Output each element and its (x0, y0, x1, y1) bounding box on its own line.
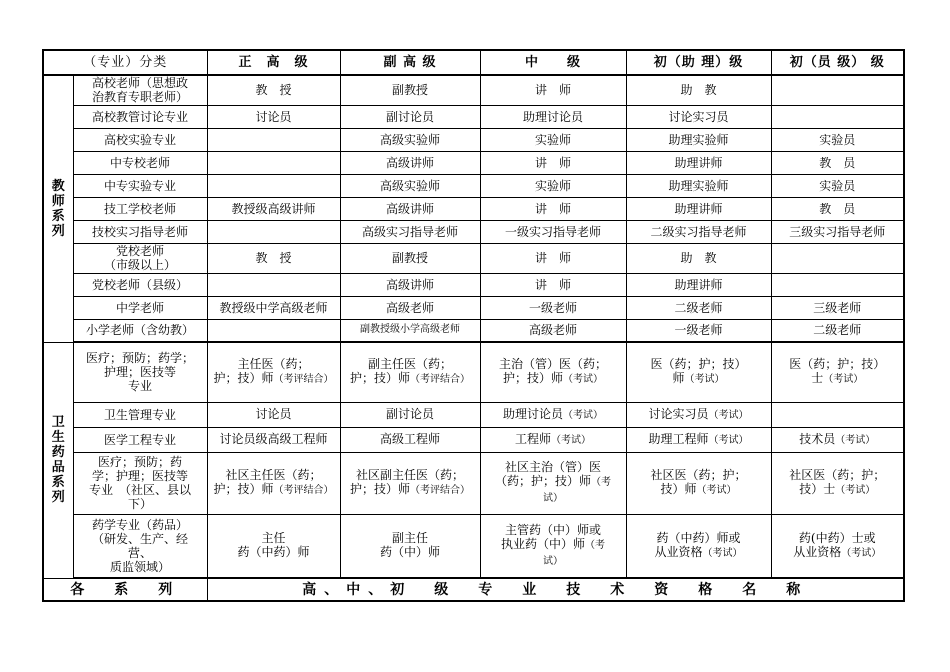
title-cell: 教授级中学高级老师 (207, 296, 340, 319)
title-cell (340, 514, 480, 578)
title-cell (340, 402, 480, 427)
title-cell: 助理实验师 (626, 174, 771, 197)
title-cell: 助理讲师 (626, 151, 771, 174)
header-level-junior-staff: 初（员 级） 级 (771, 50, 904, 75)
qualification-table (42, 49, 905, 602)
header-category: （专业）分类 (43, 50, 207, 75)
title-cell (480, 514, 626, 578)
category-name: 技工学校老师 (73, 197, 207, 220)
title-cell (771, 273, 904, 296)
title-text: 医（药；护；技） 士 (789, 357, 886, 386)
exam-note: （考试） (841, 547, 882, 559)
title-text: 医（药；护；技） 师 (650, 357, 747, 386)
title-cell (340, 342, 480, 402)
title-cell: 实验员 (771, 128, 904, 151)
category-name: 医疗；预防；药 学；护理；医技等 专业 （社区、县以 下） (73, 452, 207, 514)
title-cell: 高级讲师 (340, 273, 480, 296)
title-text: 社区主任医（药； 护；技）师 (213, 468, 322, 496)
title-text: 药（中药）师或 从业资格 (654, 530, 741, 559)
exam-note: （考试） (708, 409, 749, 421)
title-cell: 一级老师 (626, 319, 771, 342)
title-cell (207, 151, 340, 174)
title-text: 主任医（药； 护；技）师 (213, 357, 310, 386)
title-cell: 教 授 (207, 243, 340, 273)
title-text: 副讨论员 (386, 406, 435, 421)
exam-note: （考试） (702, 547, 743, 559)
title-text: 讨论员 (255, 406, 292, 421)
title-cell: 二级老师 (626, 296, 771, 319)
title-cell: 讲 师 (480, 151, 626, 174)
table-row (43, 243, 904, 273)
header-row (43, 50, 904, 75)
title-text: 社区副主任医（药； 护；技）师 (350, 468, 465, 496)
title-cell: 助理实验师 (626, 128, 771, 151)
series-label-health: 卫 生 药 品 系 列 (43, 342, 73, 578)
title-cell: 高级实验师 (340, 128, 480, 151)
title-text: 社区医（药；护； 技）师 (650, 468, 747, 496)
title-cell (771, 402, 904, 427)
exam-note: （考评结合） (273, 485, 334, 496)
title-text: 社区医（药；护； 技）士 (789, 468, 886, 496)
title-cell: 实验师 (480, 174, 626, 197)
exam-note: （考试） (708, 434, 749, 446)
exam-note: （考评结合） (410, 485, 471, 496)
title-cell (771, 427, 904, 452)
table-row (43, 402, 904, 427)
title-text: 讨论员级高级工程师 (219, 431, 328, 446)
title-text: 药(中药）士或 从业资格 (793, 530, 876, 559)
exam-note: （考试） (551, 434, 592, 446)
title-text: 技术员 (799, 431, 836, 446)
title-cell (207, 319, 340, 342)
title-text: 助理工程师 (648, 431, 709, 446)
title-cell (626, 402, 771, 427)
table-row (43, 427, 904, 452)
title-cell (771, 75, 904, 105)
table-row (43, 128, 904, 151)
title-cell: 三级老师 (771, 296, 904, 319)
title-cell (340, 452, 480, 514)
title-cell (626, 452, 771, 514)
category-name: 医学工程专业 (73, 427, 207, 452)
category-name: 药学专业（药品） （研发、生产、经 营、 质监领域） (73, 514, 207, 578)
title-cell (480, 342, 626, 402)
category-name: 中专实验专业 (73, 174, 207, 197)
qualification-document (42, 49, 905, 602)
title-cell (340, 427, 480, 452)
title-cell (480, 452, 626, 514)
title-cell (626, 342, 771, 402)
table-row (43, 197, 904, 220)
exam-note: （考试） (563, 409, 604, 421)
table-row (43, 296, 904, 319)
table-row (43, 151, 904, 174)
title-cell: 讲 师 (480, 273, 626, 296)
header-level-senior: 正 高 级 (207, 50, 340, 75)
title-cell: 二级老师 (771, 319, 904, 342)
title-cell: 助理讲师 (626, 273, 771, 296)
table-row (43, 514, 904, 578)
category-name: 中学老师 (73, 296, 207, 319)
title-text: 工程师 (515, 431, 552, 446)
title-cell: 副教授 (340, 75, 480, 105)
title-cell: 讲 师 (480, 75, 626, 105)
title-cell: 高级老师 (340, 296, 480, 319)
title-cell: 教授级高级讲师 (207, 197, 340, 220)
exam-note: （考试） (563, 374, 604, 386)
exam-note: （考试） (823, 374, 864, 386)
title-text: 高级工程师 (380, 431, 441, 446)
exam-note: （考评结合） (273, 374, 334, 386)
title-text: 助理讨论员 (503, 406, 564, 421)
title-cell (207, 128, 340, 151)
title-cell (480, 402, 626, 427)
title-text: 主任 药（中药）师 (237, 530, 310, 559)
title-cell: 高级讲师 (340, 151, 480, 174)
title-cell: 高级讲师 (340, 197, 480, 220)
title-cell (771, 452, 904, 514)
header-level-junior-assistant: 初（助 理）级 (626, 50, 771, 75)
table-row (43, 319, 904, 342)
title-cell: 助 教 (626, 243, 771, 273)
header-level-vice-senior: 副 高 级 (340, 50, 480, 75)
title-cell (207, 402, 340, 427)
title-text: 副主任 药（中）师 (380, 530, 441, 559)
series-label-teacher: 教 师 系 列 (43, 75, 73, 342)
title-cell: 一级实习指导老师 (480, 220, 626, 243)
title-cell: 实验师 (480, 128, 626, 151)
title-cell (626, 514, 771, 578)
title-text: 副主任医（药； 护；技）师 (350, 357, 453, 386)
title-cell (771, 514, 904, 578)
title-cell (771, 105, 904, 128)
title-cell (207, 273, 340, 296)
category-name: 党校老师（县级） (73, 273, 207, 296)
category-name: 高校实验专业 (73, 128, 207, 151)
title-cell (207, 514, 340, 578)
exam-note: （考评结合） (410, 374, 471, 386)
table-row (43, 174, 904, 197)
title-text: 社区主治（管）医 （药；护；技）师 (495, 460, 602, 488)
title-cell: 讨论员 (207, 105, 340, 128)
title-cell: 二级实习指导老师 (626, 220, 771, 243)
category-name: 高校教管讨论专业 (73, 105, 207, 128)
table-row (43, 342, 904, 402)
exam-note: （考试） (696, 485, 737, 496)
title-cell (207, 174, 340, 197)
title-text: 主治（管）医（药； 护；技）师 (499, 357, 608, 386)
title-cell: 高级实验师 (340, 174, 480, 197)
title-cell: 讨论实习员 (626, 105, 771, 128)
category-name: 卫生管理专业 (73, 402, 207, 427)
footer-row (43, 578, 904, 601)
category-name: 高校老师（思想政 治教育专职老师） (73, 75, 207, 105)
footer-series-label: 各 系 列 (43, 578, 207, 601)
exam-note: （考试） (835, 485, 876, 496)
title-cell (207, 427, 340, 452)
footer-qualification-label: 高、中、初 级 专 业 技 术 资 格 名 称 (207, 578, 904, 601)
category-name: 党校老师 （市级以上） (73, 243, 207, 273)
table-row (43, 452, 904, 514)
title-cell: 副教授 (340, 243, 480, 273)
title-cell (771, 243, 904, 273)
category-name: 小学老师（含幼教） (73, 319, 207, 342)
table-row (43, 273, 904, 296)
title-cell: 教 员 (771, 197, 904, 220)
title-cell (207, 452, 340, 514)
title-cell: 实验员 (771, 174, 904, 197)
title-cell: 讲 师 (480, 243, 626, 273)
title-cell: 三级实习指导老师 (771, 220, 904, 243)
title-cell (207, 342, 340, 402)
exam-note: （考试） (684, 374, 725, 386)
exam-note: （考试） (835, 434, 876, 446)
table-row (43, 220, 904, 243)
category-name: 医疗；预防；药学； 护理；医技等 专业 (73, 342, 207, 402)
table-row (43, 75, 904, 105)
title-text: 主管药（中）师或 执业药（中）师 (501, 522, 602, 551)
title-cell: 副讨论员 (340, 105, 480, 128)
title-cell: 助理讲师 (626, 197, 771, 220)
title-cell (480, 427, 626, 452)
category-name: 技校实习指导老师 (73, 220, 207, 243)
title-cell (207, 220, 340, 243)
title-cell: 教 授 (207, 75, 340, 105)
exam-note: （考 试） (543, 539, 606, 567)
title-cell: 高级实习指导老师 (340, 220, 480, 243)
title-cell (771, 342, 904, 402)
title-cell (626, 427, 771, 452)
header-level-intermediate: 中 级 (480, 50, 626, 75)
title-cell: 教 员 (771, 151, 904, 174)
exam-note: （考 试） (543, 477, 612, 504)
title-cell: 一级老师 (480, 296, 626, 319)
table-row (43, 105, 904, 128)
title-cell: 助 教 (626, 75, 771, 105)
title-text: 讨论实习员 (648, 406, 709, 421)
category-name: 中专校老师 (73, 151, 207, 174)
title-cell: 高级老师 (480, 319, 626, 342)
title-cell: 副教授级小学高级老师 (340, 319, 480, 342)
title-cell: 讲 师 (480, 197, 626, 220)
title-cell: 助理讨论员 (480, 105, 626, 128)
